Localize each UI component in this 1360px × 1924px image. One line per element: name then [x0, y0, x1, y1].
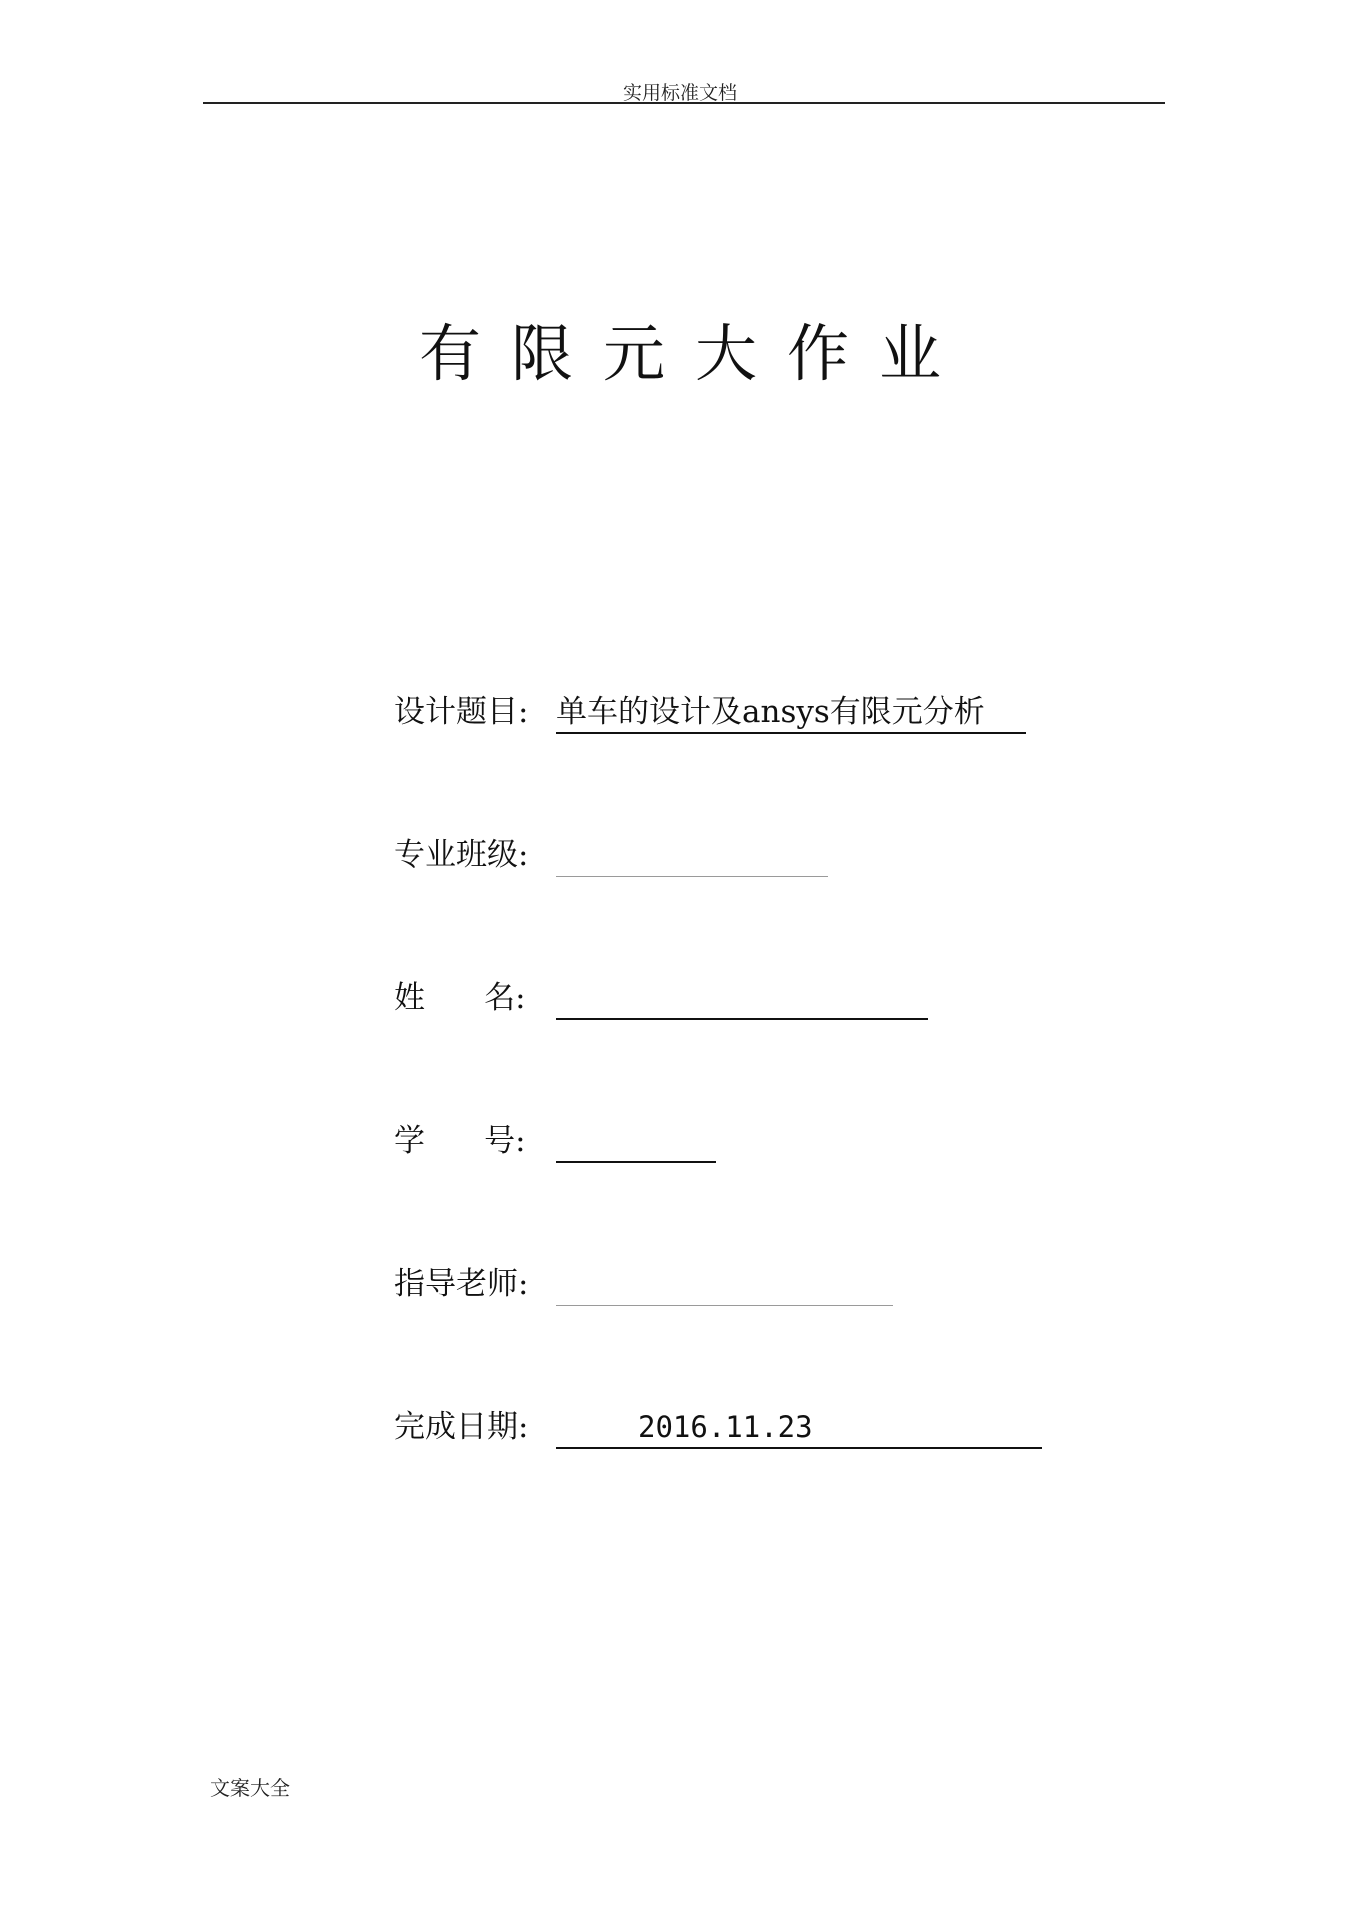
underline-student-id	[556, 1161, 716, 1163]
field-value-completion-date: 2016.11.23	[638, 1410, 813, 1444]
field-name	[394, 978, 954, 1026]
document-title: 有限元大作业	[418, 317, 971, 390]
field-label-design-topic: 设计题目:	[394, 694, 529, 730]
page-footer-text: 文案大全	[210, 1776, 290, 1800]
underline-design-topic	[556, 732, 1026, 734]
field-advisor	[394, 1264, 954, 1312]
field-value-design-topic: 单车的设计及ansys有限元分析	[556, 694, 985, 730]
field-major-class	[394, 835, 894, 883]
underline-major-class	[556, 876, 828, 877]
underline-advisor	[556, 1305, 893, 1306]
field-label-student-id: 学 号:	[394, 1123, 526, 1159]
header-rule	[203, 102, 1165, 104]
field-student-id	[394, 1121, 794, 1169]
field-label-completion-date: 完成日期:	[394, 1409, 529, 1445]
underline-completion-date	[556, 1447, 1042, 1449]
field-label-advisor: 指导老师:	[394, 1266, 529, 1302]
field-label-major-class: 专业班级:	[394, 837, 529, 873]
field-label-name: 姓 名:	[394, 980, 526, 1016]
page-header-text: 实用标准文档	[622, 82, 737, 104]
underline-name	[556, 1018, 928, 1020]
field-completion-date	[394, 1407, 1054, 1455]
field-design-topic	[394, 692, 1034, 740]
